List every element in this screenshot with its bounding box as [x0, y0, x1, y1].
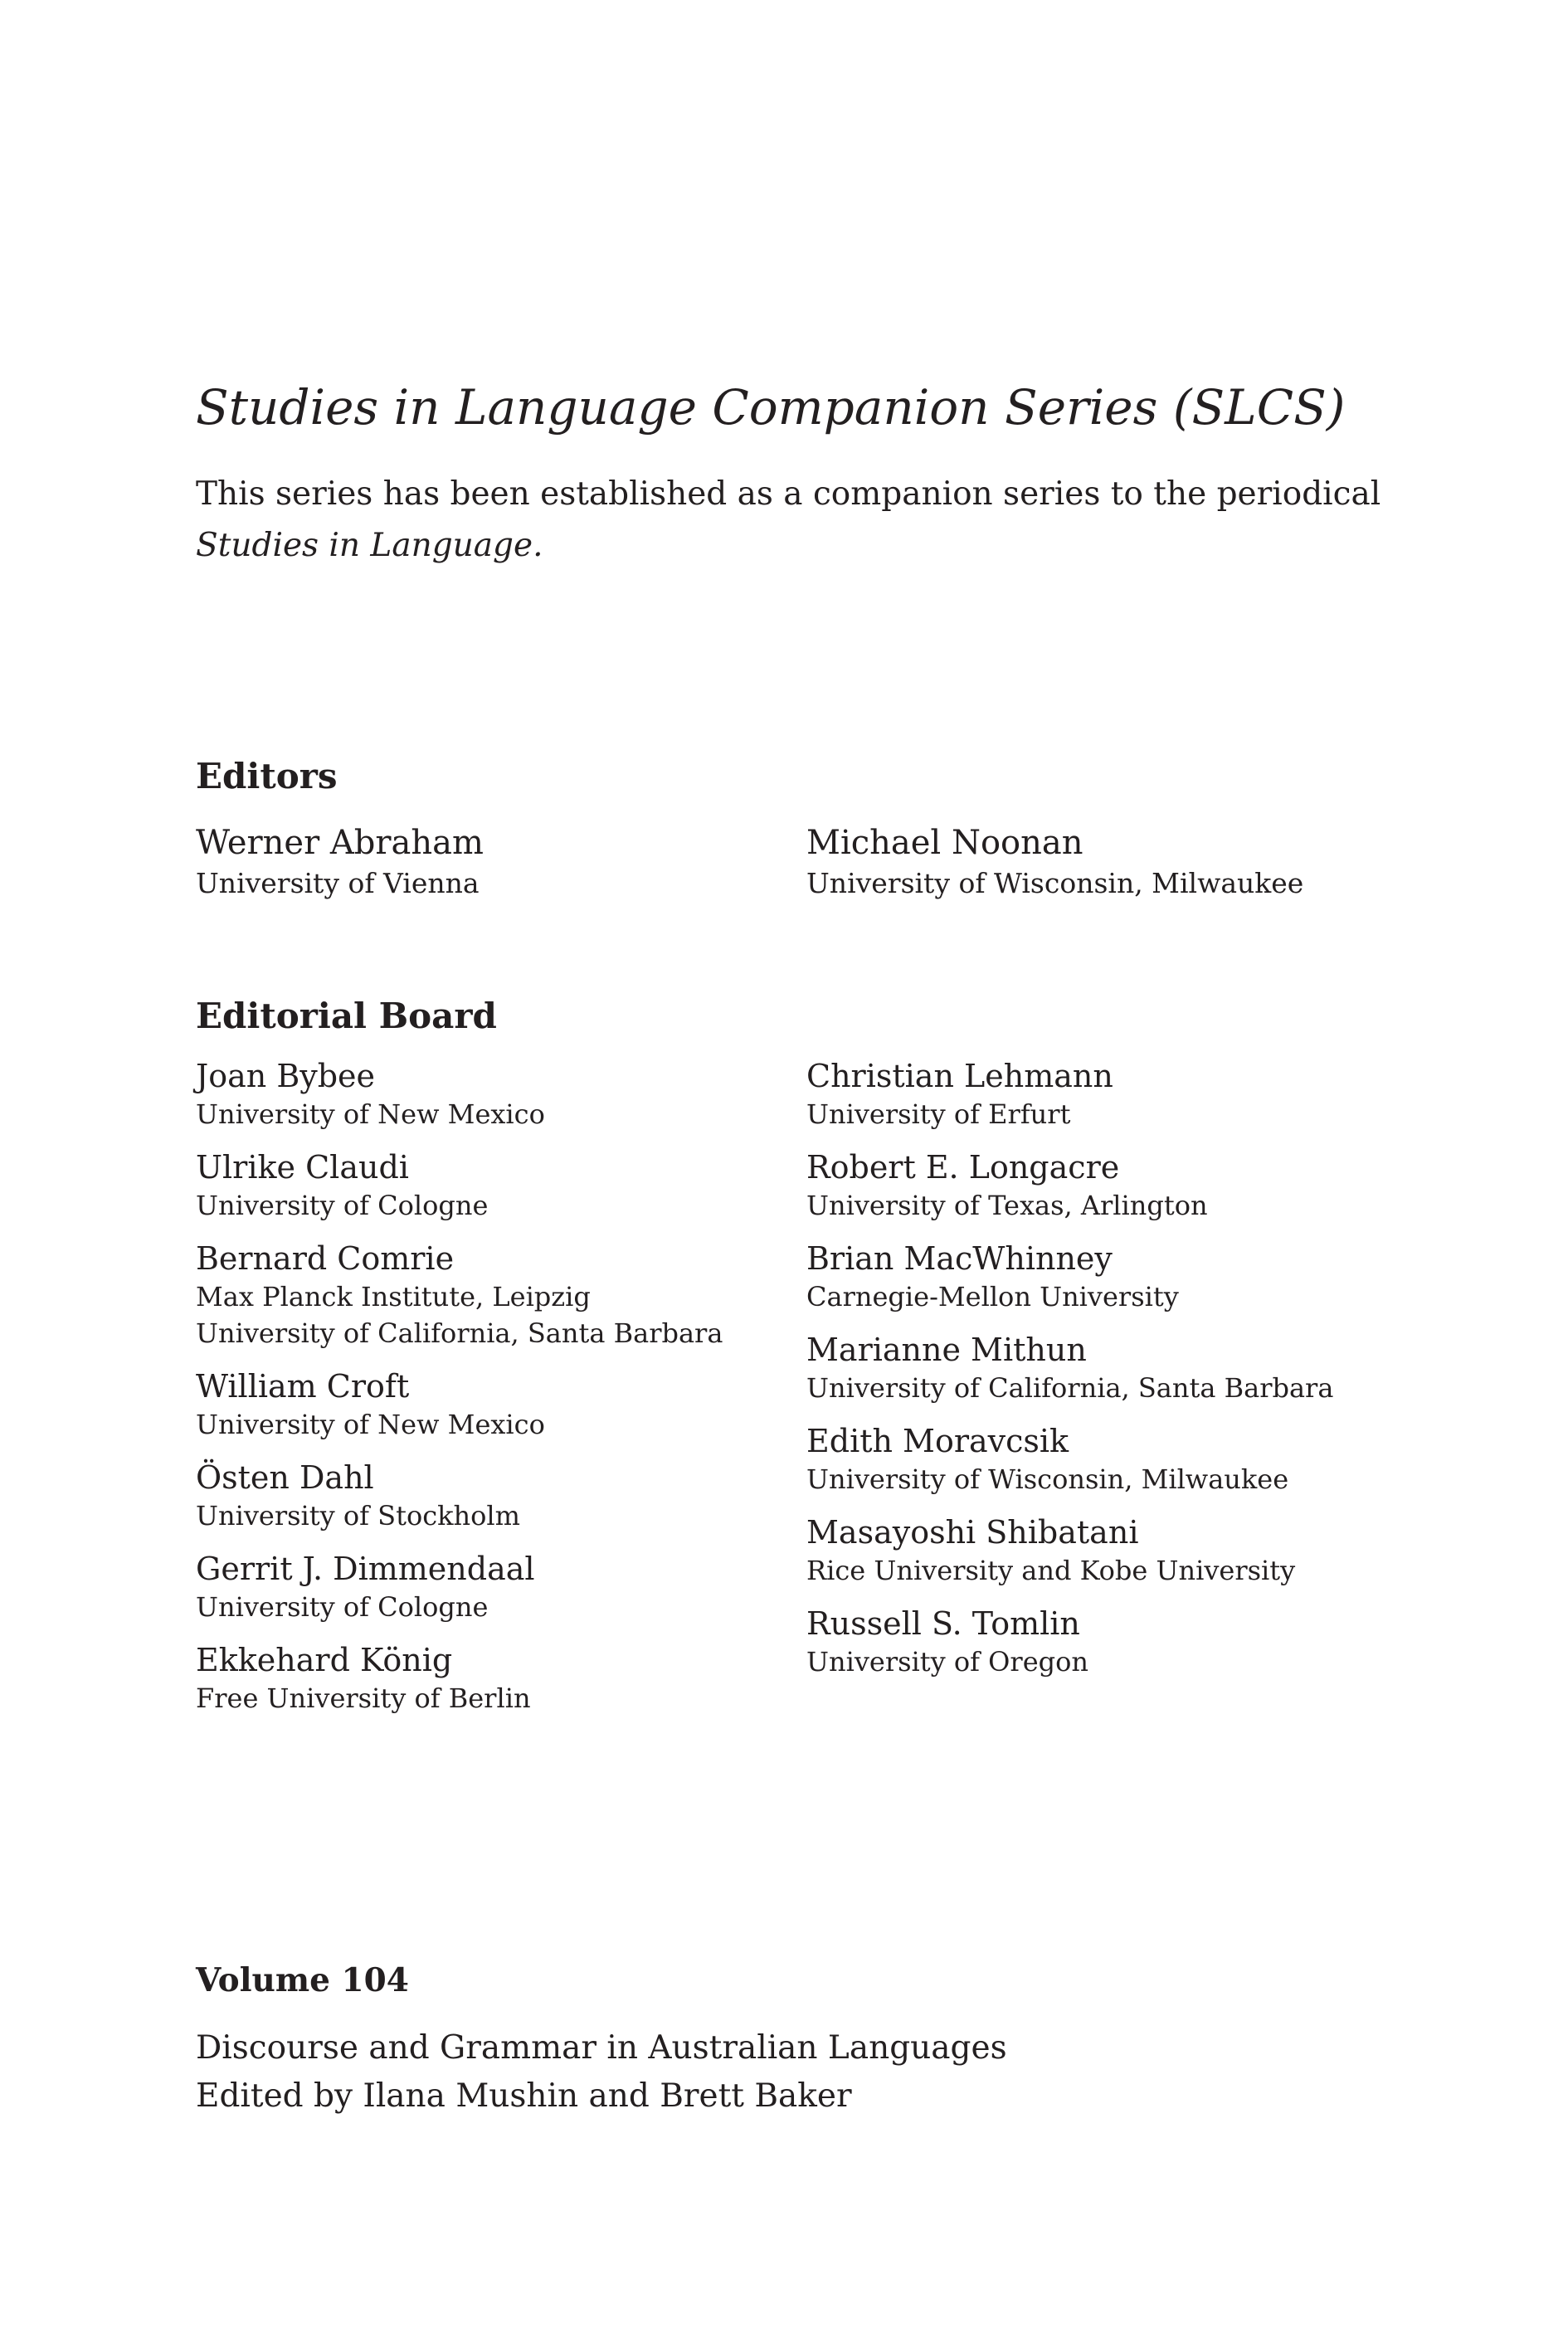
- board-member-affiliation: University of Stockholm: [196, 1500, 520, 1531]
- board-member: [806, 1421, 1333, 1497]
- editor-affiliation: University of Vienna: [196, 867, 480, 899]
- editor-name: Michael Noonan: [806, 824, 1083, 862]
- editor-entry: [196, 821, 484, 903]
- board-member-name: Edith Moravcsik: [806, 1423, 1069, 1459]
- board-member: [806, 1147, 1333, 1224]
- board-member-name: Joan Bybee: [196, 1058, 376, 1094]
- board-member: [806, 1512, 1333, 1589]
- board-member: [806, 1330, 1333, 1406]
- editor-entry: [806, 821, 1303, 903]
- series-title: Studies in Language Companion Series (SLCS): [196, 379, 1346, 436]
- board-right-column: [806, 1056, 1333, 1695]
- editorial-board-heading: Editorial Board: [196, 996, 497, 1036]
- board-member-affiliation: Carnegie-Mellon University: [806, 1281, 1179, 1312]
- board-member-affiliation: University of California, Santa Barbara: [196, 1317, 723, 1349]
- board-member-affiliation: University of New Mexico: [196, 1409, 545, 1440]
- board-member-name: Masayoshi Shibatani: [806, 1514, 1139, 1551]
- board-member-affiliation: Rice University and Kobe University: [806, 1555, 1296, 1586]
- board-member: [196, 1458, 723, 1534]
- board-member: [196, 1147, 723, 1224]
- board-member-affiliation: University of Wisconsin, Milwaukee: [806, 1463, 1289, 1495]
- board-member-affiliation: Free University of Berlin: [196, 1682, 531, 1714]
- series-description-line1: This series has been established as a companion series to the periodical: [196, 475, 1381, 513]
- board-member-name: William Croft: [196, 1368, 410, 1405]
- editor-name: Werner Abraham: [196, 824, 484, 862]
- book-title: Discourse and Grammar in Australian Languages: [196, 2029, 1007, 2067]
- editors-right-column: [806, 821, 1303, 903]
- book-info: [196, 2024, 1007, 2121]
- board-member-name: Robert E. Longacre: [806, 1149, 1120, 1186]
- series-description-line2: Studies in Language.: [196, 527, 543, 564]
- board-member-affiliation: Max Planck Institute, Leipzig: [196, 1281, 591, 1312]
- board-member-name: Gerrit J. Dimmendaal: [196, 1551, 535, 1587]
- board-member: [196, 1640, 723, 1717]
- board-member-name: Christian Lehmann: [806, 1058, 1113, 1094]
- board-member-affiliation: University of Cologne: [196, 1591, 489, 1623]
- board-member-affiliation: University of New Mexico: [196, 1098, 545, 1130]
- board-member-name: Marianne Mithun: [806, 1332, 1087, 1368]
- board-member-name: Brian MacWhinney: [806, 1240, 1113, 1277]
- editor-affiliation: University of Wisconsin, Milwaukee: [806, 867, 1304, 899]
- board-member: [806, 1239, 1333, 1315]
- board-member-name: Ulrike Claudi: [196, 1149, 409, 1186]
- board-member-name: Ekkehard König: [196, 1642, 453, 1678]
- book-editors: Edited by Ilana Mushin and Brett Baker: [196, 2077, 852, 2115]
- board-member-affiliation: University of Texas, Arlington: [806, 1190, 1208, 1221]
- board-member-affiliation: University of Oregon: [806, 1646, 1088, 1678]
- editors-heading: Editors: [196, 756, 338, 796]
- board-member: [196, 1056, 723, 1132]
- series-description: [196, 469, 1399, 572]
- volume-number: Volume 104: [196, 1961, 409, 1999]
- board-member: [806, 1604, 1333, 1680]
- board-member: [196, 1549, 723, 1625]
- board-member-name: Östen Dahl: [196, 1459, 374, 1496]
- board-member: [196, 1239, 723, 1351]
- board-member-name: Bernard Comrie: [196, 1240, 455, 1277]
- board-member-affiliation: University of California, Santa Barbara: [806, 1372, 1334, 1404]
- editors-left-column: [196, 821, 484, 903]
- board-left-column: [196, 1056, 723, 1731]
- board-member-name: Russell S. Tomlin: [806, 1605, 1080, 1642]
- board-member: [806, 1056, 1333, 1132]
- board-member-affiliation: University of Erfurt: [806, 1098, 1071, 1130]
- board-member-affiliation: University of Cologne: [196, 1190, 489, 1221]
- board-member: [196, 1366, 723, 1443]
